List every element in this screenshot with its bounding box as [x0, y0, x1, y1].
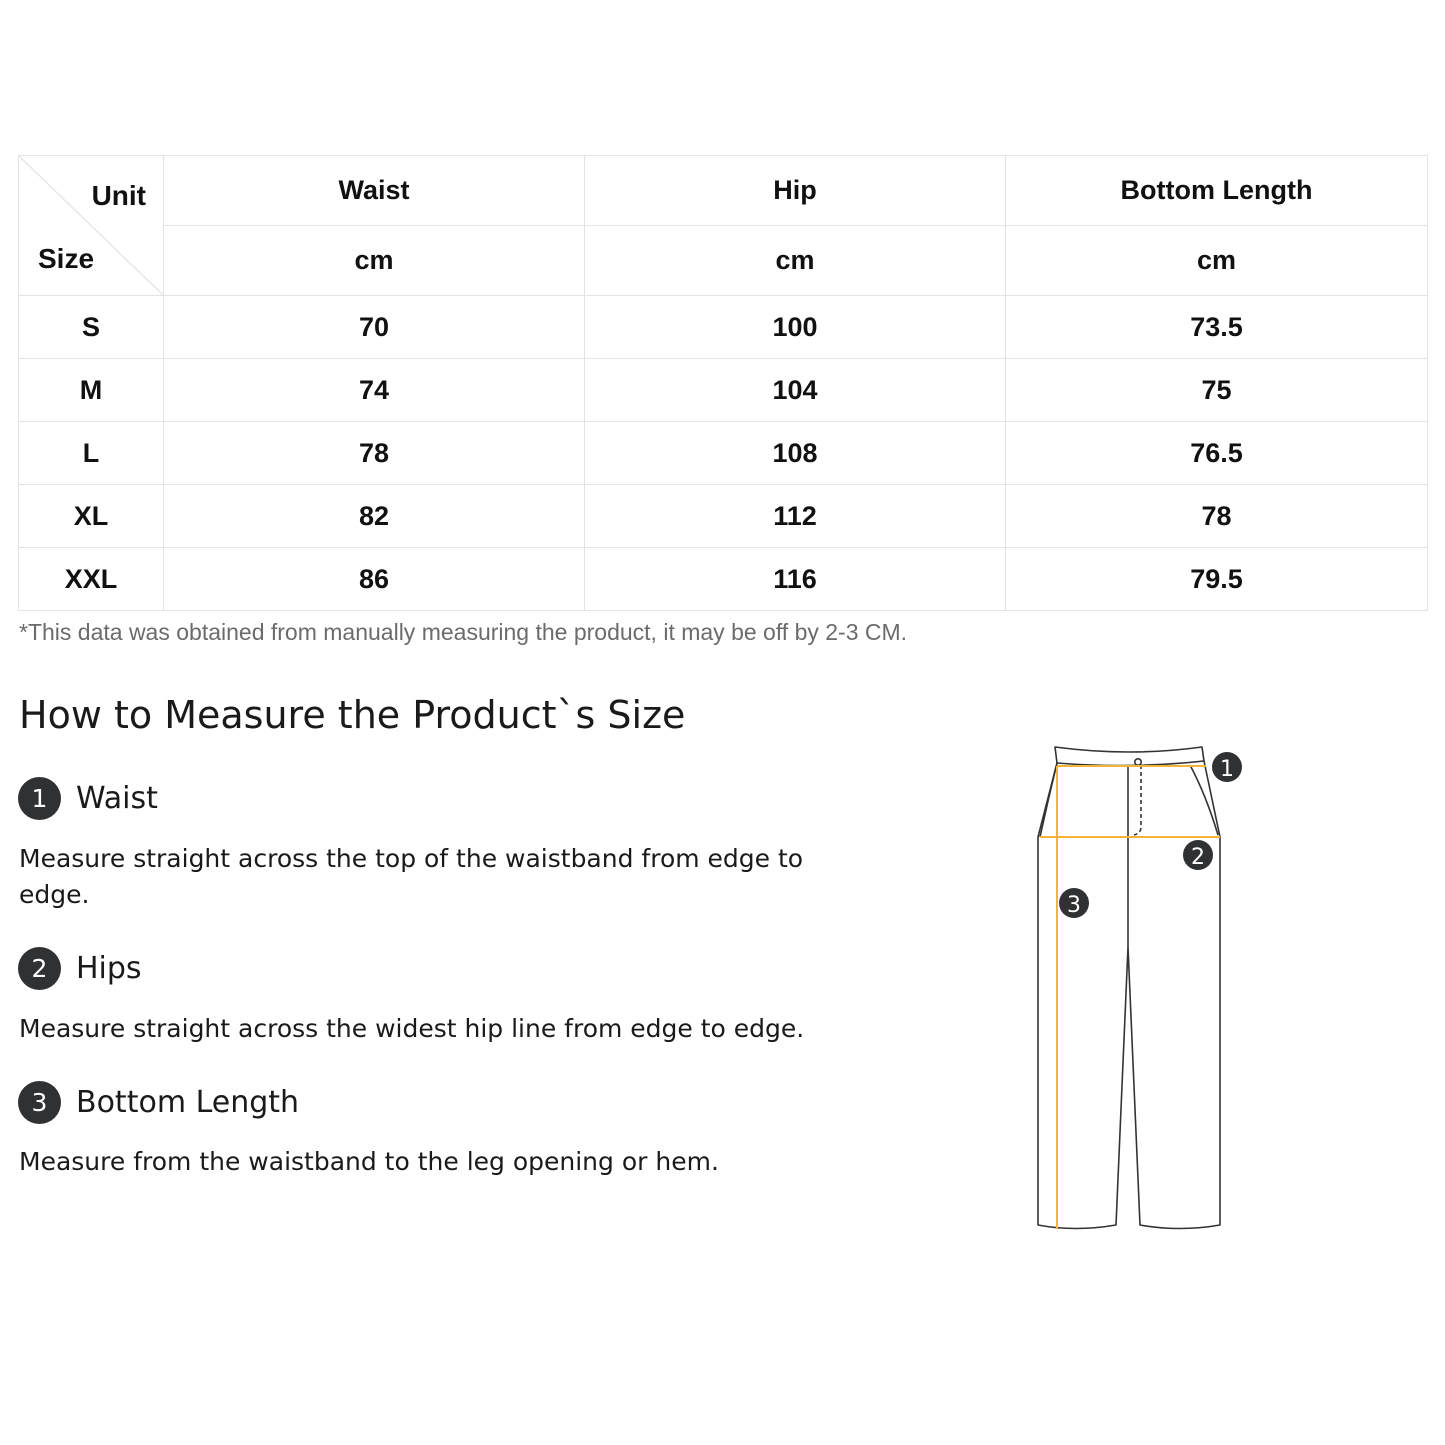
marker-label: 3	[1067, 893, 1081, 918]
step-bottom-length-heading	[18, 1081, 299, 1124]
corner-unit-label: Unit	[91, 180, 146, 211]
corner-cell	[19, 156, 164, 296]
marker-length	[1059, 888, 1089, 918]
waist-cell: 82	[164, 485, 585, 548]
bottom-length-cell: 73.5	[1006, 296, 1428, 359]
column-header-waist: Waist	[164, 156, 585, 226]
table-row	[19, 359, 1428, 422]
corner-size-label: Size	[38, 243, 95, 274]
table-row	[19, 548, 1428, 611]
bottom-length-cell: 76.5	[1006, 422, 1428, 485]
bottom-length-cell: 79.5	[1006, 548, 1428, 611]
size-cell: XXL	[19, 548, 164, 611]
unit-bottom-length: cm	[1006, 226, 1428, 296]
size-chart-table	[18, 155, 1428, 611]
size-cell: XL	[19, 485, 164, 548]
measurement-disclaimer: *This data was obtained from manually measuring the product, it may be off by 2-3 CM.	[19, 619, 908, 645]
marker-hip	[1183, 840, 1213, 870]
step-hips-description: Measure straight across the widest hip line from edge to edge.	[19, 1014, 805, 1043]
step-name: Hips	[76, 951, 142, 986]
waist-cell: 74	[164, 359, 585, 422]
marker-waist	[1212, 752, 1242, 782]
marker-label: 1	[1220, 757, 1234, 782]
table-row	[19, 422, 1428, 485]
waist-cell: 70	[164, 296, 585, 359]
step-bottom-length-description: Measure from the waistband to the leg opening or hem.	[19, 1147, 719, 1176]
marker-label: 2	[1191, 845, 1205, 870]
header-row-units	[19, 226, 1428, 296]
table-row	[19, 485, 1428, 548]
bottom-length-cell: 78	[1006, 485, 1428, 548]
size-cell: L	[19, 422, 164, 485]
step-name: Bottom Length	[76, 1085, 300, 1120]
unit-waist: cm	[164, 226, 585, 296]
column-header-hip: Hip	[585, 156, 1006, 226]
pants-measurement-diagram	[1020, 735, 1260, 1245]
header-row-names	[19, 156, 1428, 226]
column-header-bottom-length: Bottom Length	[1006, 156, 1428, 226]
guide-title: How to Measure the Product`s Size	[19, 693, 686, 737]
step-hips-heading	[18, 947, 142, 990]
step-name: Waist	[76, 781, 158, 816]
waist-cell: 78	[164, 422, 585, 485]
step-number-badge: 1	[18, 777, 61, 820]
bottom-length-cell: 75	[1006, 359, 1428, 422]
hip-cell: 100	[585, 296, 1006, 359]
hip-cell: 104	[585, 359, 1006, 422]
step-number-badge: 3	[18, 1081, 61, 1124]
table-row	[19, 296, 1428, 359]
size-cell: S	[19, 296, 164, 359]
hip-cell: 112	[585, 485, 1006, 548]
step-waist-description: Measure straight across the top of the waistband from edge to edge.	[19, 844, 804, 909]
step-number-badge: 2	[18, 947, 61, 990]
unit-hip: cm	[585, 226, 1006, 296]
hip-cell: 108	[585, 422, 1006, 485]
step-waist-heading	[18, 777, 158, 820]
pants-outline	[1038, 747, 1220, 1229]
hip-cell: 116	[585, 548, 1006, 611]
waist-cell: 86	[164, 548, 585, 611]
size-cell: M	[19, 359, 164, 422]
